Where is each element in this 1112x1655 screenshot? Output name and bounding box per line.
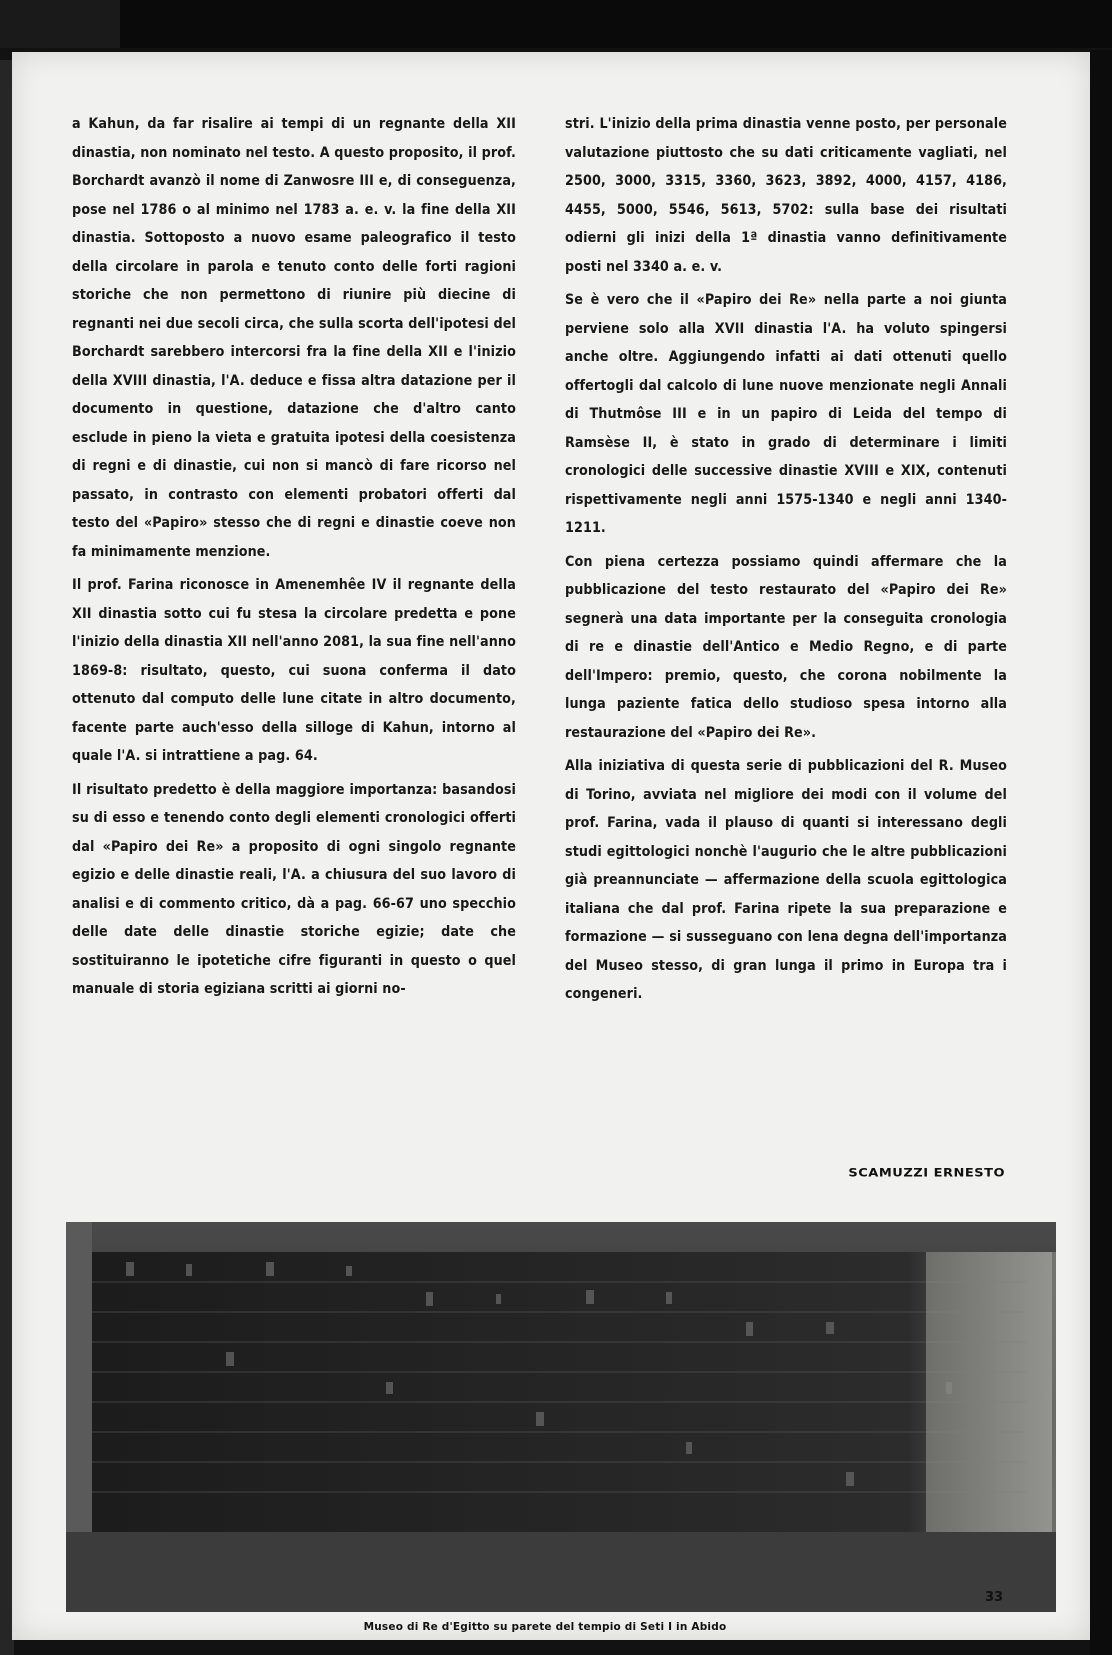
scan-border-right [1090, 50, 1112, 1655]
paragraph: stri. L'inizio della prima dinastia venne posto, per personale valutazione piuttosto che su dati criticamente vagliati, nel 2500, 3000, 3315, 3360, 3623, 3892, 4000, 4157, 4186, 4455, 5000, 5546, 5613, 5702: sulla base dei risultati odierni gli inizi della 1ª dinastia vanno definitivamente posti nel 3340 a. e. v. [565, 116, 1007, 275]
figure-photo [66, 1222, 1056, 1612]
page-number: 33 [985, 1590, 1004, 1605]
figure-caption: Museo di Re d'Egitto su parete del tempio di Seti I in Abido [363, 1621, 727, 1633]
left-text-column [72, 110, 516, 1009]
author-signature: SCAMUZZI ERNESTO [848, 1167, 1005, 1180]
paragraph: Alla iniziativa di questa serie di pubblicazioni del R. Museo di Torino, avviata nel migliore dei modi con il volume del prof. Farina, vada il plauso di quanti si interessano degli studi egittologici nonchè l'augurio che le altre pubblicazioni già preannunciate — affermazione della scuola egittologica italiana che dal prof. Farina ripete la sua preparazione e formazione — si susseguano con lena degna dell'importanza del Museo stesso, di gran lunga il primo in Europa tra i congeneri. [565, 758, 1007, 1002]
right-text-column [565, 110, 1007, 1014]
scan-border-top-left [0, 0, 120, 48]
paragraph: Il risultato predetto è della maggiore importanza: basandosi su di esso e tenendo conto degli elementi cronologici offerti dal «Papiro dei Re» a proposito di ogni singolo regnante egizio e delle dinastie reali, l'A. a chiusura del suo lavoro di analisi e di commento critico, dà a pag. 66-67 uno specchio delle date delle dinastie storiche egizie; date che sostituiranno le ipotetiche cifre figuranti in questo o quel manuale di storia egiziana scritti ai giorni no- [72, 781, 516, 997]
paragraph: Il prof. Farina riconosce in Amenemhêe IV il regnante della XII dinastia sotto cui fu stesa la circolare predetta e pone l'inizio della dinastia XII nell'anno 2081, la sua fine nell'anno 1869-8: risultato, questo, cui suona conferma il dato ottenuto dal computo delle lune citate in altro documento, facente parte auch'esso della silloge di Kahun, intorno al quale l'A. si intrattiene a pag. 64. [72, 577, 516, 764]
relief-photo-image [66, 1222, 1056, 1612]
scan-border-top [120, 0, 1112, 48]
paragraph: a Kahun, da far risalire ai tempi di un regnante della XII dinastia, non nominato nel testo. A questo proposito, il prof. Borchardt avanzò il nome di Zanwosre III e, di conseguenza, pose nel 1786 o al minimo nel 1783 a. e. v. la fine della XII dinastia. Sottoposto a nuovo esame paleografico il testo della circolare in parola e tenuto conto delle forti ragioni storiche che non permettono di riunire più diecine di regnanti nei due secoli circa, che sulla scorta dell'ipotesi del Borchardt sarebbero intercorsi fra la fine della XII e l'inizio della XVIII dinastia, l'A. deduce e fissa altra datazione per il documento in questione, datazione che d'altro canto esclude in pieno la vieta e gratuita ipotesi della coesistenza di regni e di dinastie, cui non si mancò di fare ricorso nel passato, in contrasto con elementi probatori offerti dal testo del «Papiro» stesso che di regni e dinastie coeve non fa minimamente menzione. [72, 116, 516, 560]
paragraph: Con piena certezza possiamo quindi affermare che la pubblicazione del testo restaurato del «Papiro dei Re» segnerà una data importante per la conseguita cronologia di re e dinastie dell'Antico e Medio Regno, e di parte dell'Impero: premio, questo, che corona nobilmente la lunga paziente fatica dello studioso spesa intorno alla restaurazione del «Papiro dei Re». [565, 553, 1007, 741]
paragraph: Se è vero che il «Papiro dei Re» nella parte a noi giunta perviene solo alla XVII dinastia l'A. ha voluto spingersi anche oltre. Aggiungendo infatti ai dati ottenuti quello offertogli dal calcolo di lune nuove menzionate negli Annali di Thutmôse III e in un papiro di Leida del tempo di Ramsèse II, è stato in grado di determinare i limiti cronologici delle successive dinastie XVIII e XIX, contenuti rispettivamente negli anni 1575-1340 e negli anni 1340-1211. [565, 292, 1007, 536]
